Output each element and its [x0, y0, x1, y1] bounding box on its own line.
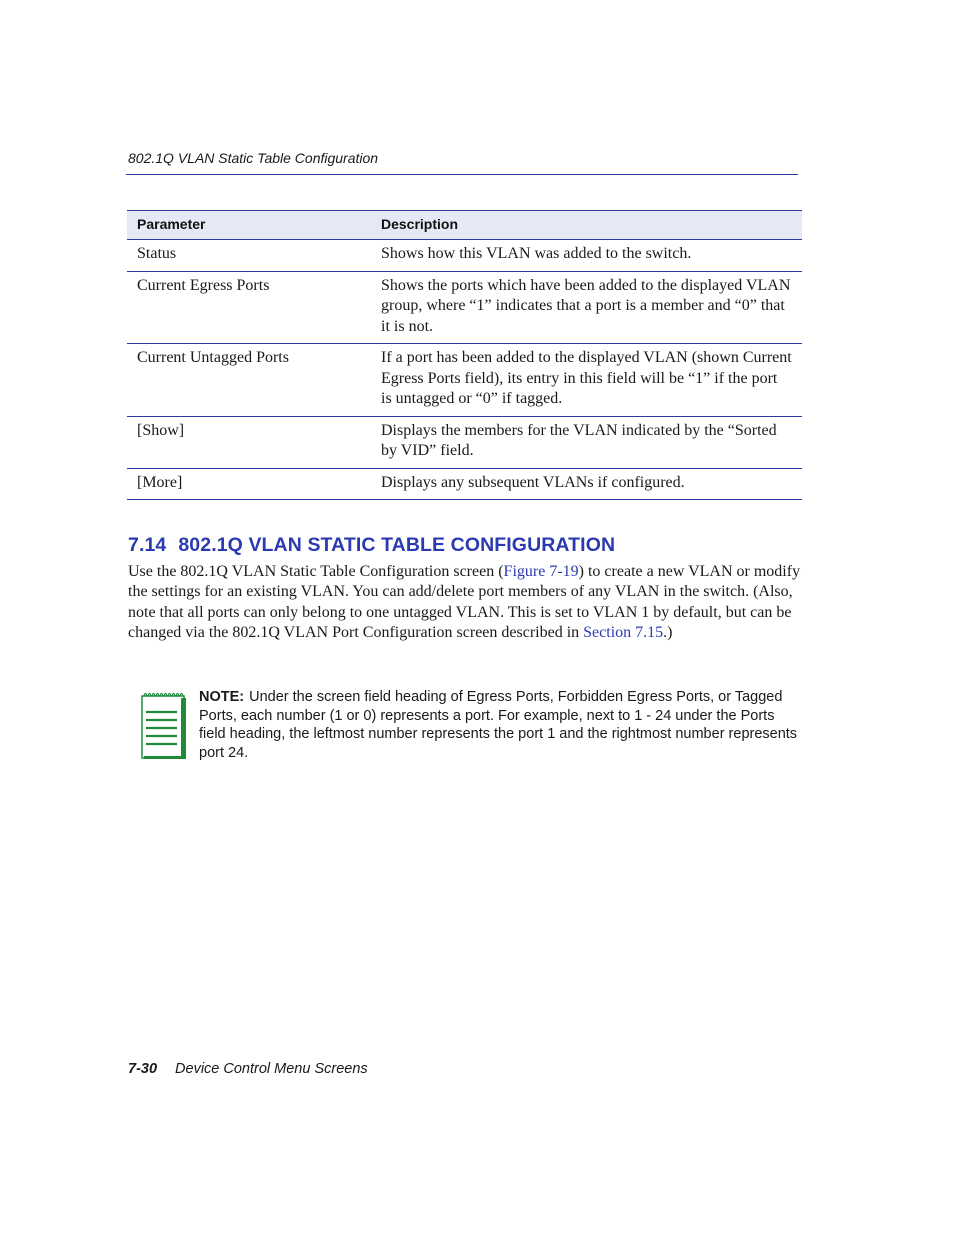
parameter-cell: [More]	[127, 468, 371, 500]
table-row	[127, 468, 802, 500]
paragraph-text: .)	[663, 623, 673, 641]
header-rule	[126, 174, 798, 175]
parameter-cell: [Show]	[127, 416, 371, 468]
page-number: 7-30	[128, 1061, 158, 1077]
description-cell: Shows the ports which have been added to the displayed VLAN group, where “1” indicates that a port is a member and “0” that it is not.	[371, 271, 802, 344]
description-cell: Shows how this VLAN was added to the switch.	[371, 240, 802, 272]
table-header-row	[127, 211, 802, 240]
running-header: 802.1Q VLAN Static Table Configuration	[128, 150, 379, 166]
paragraph-text: ) to create a new VLAN or modify the settings for an existing VLAN. You can add/delete port members of any VLAN in the switch. (Also, note that all ports can only belong to one untagged VLAN. This is set to VLAN 1 by default, but can be changed via the 802.1Q VLAN Port Configuration screen described in	[128, 563, 801, 641]
column-header-parameter: Parameter	[127, 211, 371, 240]
note-body: Under the screen field heading of Egress Ports, Forbidden Egress Ports, or Tagged Ports, each number (1 or 0) represents a port. For example, next to 1 - 24 under the Ports field heading, the leftmost number represents the port 1 and the rightmost number represents port 24.	[199, 689, 798, 762]
figure-link[interactable]: Figure 7-19	[503, 563, 579, 580]
description-cell: If a port has been added to the displayed VLAN (shown Current Egress Ports field), its entry in this field will be “1” if the port is untagged or “0” if tagged.	[371, 344, 802, 417]
description-cell: Displays the members for the VLAN indicated by the “Sorted by VID” field.	[371, 416, 802, 468]
section-link[interactable]: Section 7.15	[583, 623, 664, 641]
table-row	[127, 416, 802, 468]
notepad-icon	[140, 690, 188, 760]
parameter-cell: Status	[127, 240, 371, 272]
paragraph-text: Use the 802.1Q VLAN Static Table Configuration screen (	[128, 563, 504, 580]
chapter-title: Device Control Menu Screens	[175, 1061, 368, 1077]
section-heading	[128, 534, 615, 557]
parameter-table	[127, 210, 802, 500]
note-text	[199, 688, 803, 763]
description-cell: Displays any subsequent VLANs if configured.	[371, 468, 802, 500]
section-title: 802.1Q VLAN STATIC TABLE CONFIGURATION	[178, 534, 616, 556]
column-header-description: Description	[371, 211, 802, 240]
table-row	[127, 344, 802, 417]
section-number: 7.14	[128, 534, 167, 556]
table-row	[127, 271, 802, 344]
parameter-cell: Current Egress Ports	[127, 271, 371, 344]
note-label: NOTE:	[199, 689, 245, 705]
section-body-paragraph	[128, 562, 804, 643]
table-row	[127, 240, 802, 272]
parameter-cell: Current Untagged Ports	[127, 344, 371, 417]
page-footer	[128, 1061, 368, 1077]
